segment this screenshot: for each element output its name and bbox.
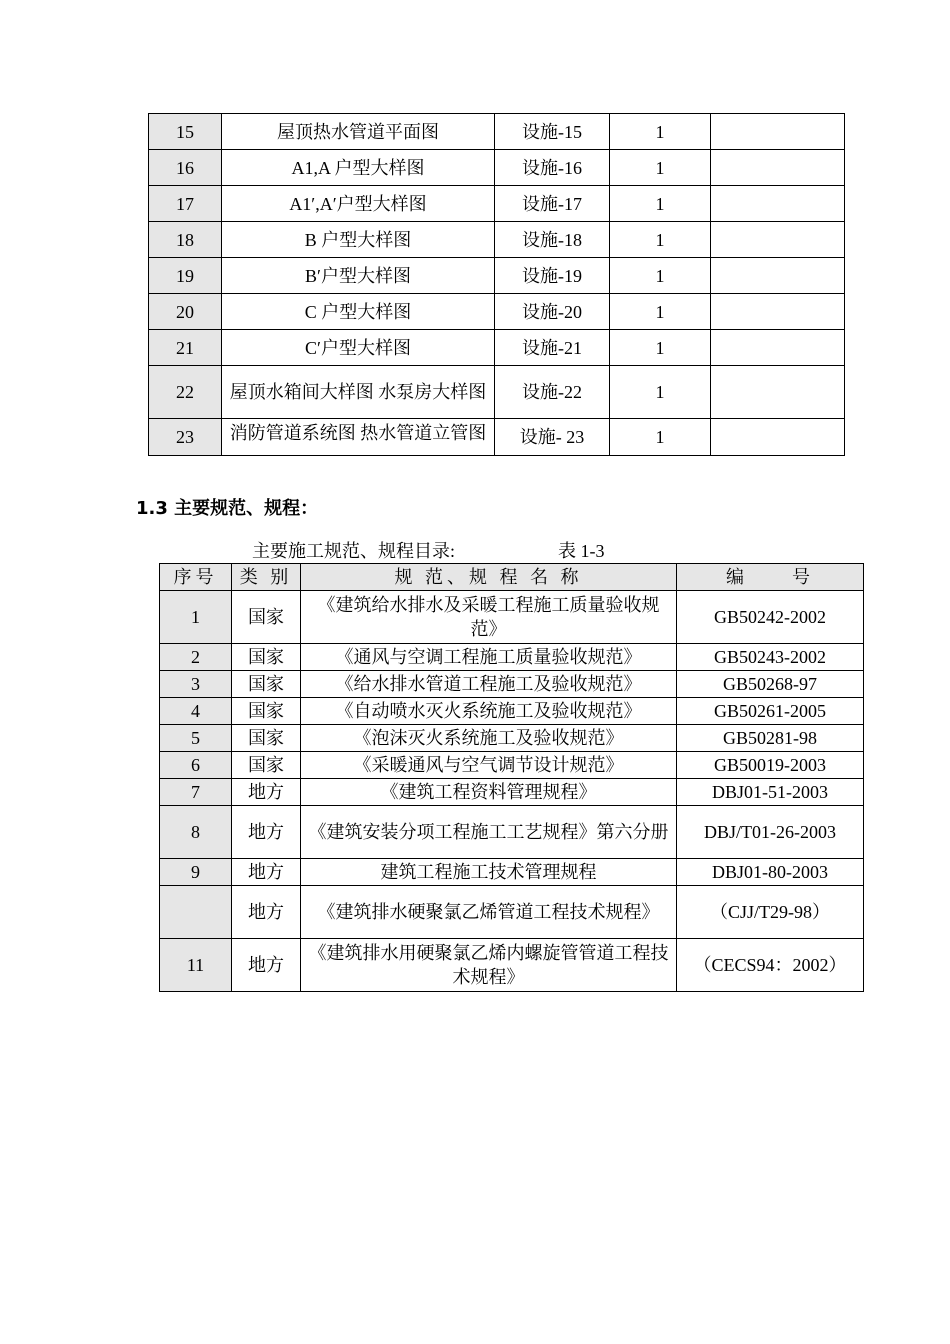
drawing-code: 设施-19 xyxy=(495,258,610,294)
row-code: GB50019-2003 xyxy=(677,752,864,779)
row-index xyxy=(160,886,232,939)
drawing-name: C 户型大样图 xyxy=(222,294,495,330)
row-index: 8 xyxy=(160,806,232,859)
drawing-name: 屋顶水箱间大样图 水泵房大样图 xyxy=(222,366,495,419)
row-number: 23 xyxy=(149,419,222,456)
drawing-quantity: 1 xyxy=(610,419,711,456)
header-name: 规 范、规 程 名 称 xyxy=(301,564,677,591)
drawing-name-cell xyxy=(222,419,495,456)
drawing-code: 设施-17 xyxy=(495,186,610,222)
row-index: 4 xyxy=(160,698,232,725)
row-number: 21 xyxy=(149,330,222,366)
row-index: 3 xyxy=(160,671,232,698)
row-number: 20 xyxy=(149,294,222,330)
table-header-row xyxy=(160,564,864,591)
drawing-note xyxy=(711,150,845,186)
drawing-quantity: 1 xyxy=(610,222,711,258)
row-code: （CJJ/T29-98） xyxy=(677,886,864,939)
row-name: 《采暖通风与空气调节设计规范》 xyxy=(301,752,677,779)
drawing-code: 设施-22 xyxy=(495,366,610,419)
row-category: 国家 xyxy=(232,671,301,698)
table-row xyxy=(160,725,864,752)
table-row xyxy=(160,591,864,644)
row-category: 地方 xyxy=(232,859,301,886)
row-code: DBJ01-80-2003 xyxy=(677,859,864,886)
drawing-name: A1′,A′户型大样图 xyxy=(222,186,495,222)
table-row xyxy=(149,419,845,456)
row-name: 《通风与空调工程施工质量验收规范》 xyxy=(301,644,677,671)
drawing-code: 设施-15 xyxy=(495,114,610,150)
drawing-note xyxy=(711,294,845,330)
table-row xyxy=(149,222,845,258)
table-row xyxy=(149,330,845,366)
row-code: DBJ01-51-2003 xyxy=(677,779,864,806)
drawing-quantity: 1 xyxy=(610,258,711,294)
row-category: 地方 xyxy=(232,886,301,939)
row-category: 地方 xyxy=(232,806,301,859)
table-row xyxy=(160,859,864,886)
drawing-code: 设施-18 xyxy=(495,222,610,258)
drawing-name: A1,A 户型大样图 xyxy=(222,150,495,186)
row-category: 地方 xyxy=(232,939,301,992)
drawing-name: B 户型大样图 xyxy=(222,222,495,258)
table-row xyxy=(149,186,845,222)
drawing-name: 消防管道系统图 热水管道立管图 xyxy=(229,423,487,443)
row-category: 国家 xyxy=(232,644,301,671)
row-number: 16 xyxy=(149,150,222,186)
row-category: 国家 xyxy=(232,698,301,725)
row-index: 6 xyxy=(160,752,232,779)
table-row xyxy=(149,366,845,419)
row-name: 《泡沫灭火系统施工及验收规范》 xyxy=(301,725,677,752)
standards-table xyxy=(159,563,864,992)
drawing-code: 设施-16 xyxy=(495,150,610,186)
table-row xyxy=(149,258,845,294)
row-index: 5 xyxy=(160,725,232,752)
row-category: 国家 xyxy=(232,752,301,779)
table-row xyxy=(149,294,845,330)
row-name: 《建筑安装分项工程施工工艺规程》第六分册 xyxy=(301,806,677,859)
table-row xyxy=(160,752,864,779)
section-heading: 1.3 主要规范、规程： xyxy=(136,498,319,519)
row-category: 地方 xyxy=(232,779,301,806)
table-row xyxy=(149,150,845,186)
row-index: 7 xyxy=(160,779,232,806)
drawing-note xyxy=(711,419,845,456)
row-index: 2 xyxy=(160,644,232,671)
row-code: GB50242-2002 xyxy=(677,591,864,644)
row-name: 建筑工程施工技术管理规程 xyxy=(301,859,677,886)
drawing-code: 设施-20 xyxy=(495,294,610,330)
row-name: 《给水排水管道工程施工及验收规范》 xyxy=(301,671,677,698)
row-index: 11 xyxy=(160,939,232,992)
header-category: 类 别 xyxy=(232,564,301,591)
row-name: 《建筑排水硬聚氯乙烯管道工程技术规程》 xyxy=(301,886,677,939)
row-number: 18 xyxy=(149,222,222,258)
drawing-quantity: 1 xyxy=(610,330,711,366)
table-row xyxy=(160,806,864,859)
row-index: 9 xyxy=(160,859,232,886)
drawing-name: C′户型大样图 xyxy=(222,330,495,366)
drawing-quantity: 1 xyxy=(610,114,711,150)
table-row xyxy=(160,671,864,698)
row-number: 22 xyxy=(149,366,222,419)
table-row xyxy=(160,779,864,806)
row-code: GB50268-97 xyxy=(677,671,864,698)
row-category: 国家 xyxy=(232,591,301,644)
row-code: GB50243-2002 xyxy=(677,644,864,671)
caption-label: 主要施工规范、规程目录: xyxy=(252,541,455,561)
row-number: 19 xyxy=(149,258,222,294)
drawing-quantity: 1 xyxy=(610,366,711,419)
caption-table-number: 表 1-3 xyxy=(558,541,605,561)
table-row xyxy=(160,698,864,725)
drawing-note xyxy=(711,366,845,419)
table-row xyxy=(160,644,864,671)
drawing-quantity: 1 xyxy=(610,150,711,186)
row-code: GB50281-98 xyxy=(677,725,864,752)
row-name: 《建筑排水用硬聚氯乙烯内螺旋管管道工程技术规程》 xyxy=(301,939,677,992)
drawing-list-table xyxy=(148,113,845,456)
row-code: DBJ/T01-26-2003 xyxy=(677,806,864,859)
drawing-code: 设施-21 xyxy=(495,330,610,366)
table-row xyxy=(149,114,845,150)
drawing-code: 设施- 23 xyxy=(495,419,610,456)
drawing-quantity: 1 xyxy=(610,186,711,222)
row-index: 1 xyxy=(160,591,232,644)
row-number: 17 xyxy=(149,186,222,222)
row-category: 国家 xyxy=(232,725,301,752)
header-index: 序号 xyxy=(160,564,232,591)
table-row xyxy=(160,886,864,939)
drawing-note xyxy=(711,330,845,366)
drawing-note xyxy=(711,222,845,258)
drawing-note xyxy=(711,186,845,222)
drawing-name: B′户型大样图 xyxy=(222,258,495,294)
drawing-quantity: 1 xyxy=(610,294,711,330)
row-name: 《建筑给水排水及采暖工程施工质量验收规范》 xyxy=(301,591,677,644)
drawing-name: 屋顶热水管道平面图 xyxy=(222,114,495,150)
row-name: 《自动喷水灭火系统施工及验收规范》 xyxy=(301,698,677,725)
table-row xyxy=(160,939,864,992)
header-code: 编 号 xyxy=(677,564,864,591)
drawing-note xyxy=(711,114,845,150)
row-name: 《建筑工程资料管理规程》 xyxy=(301,779,677,806)
row-code: （CECS94：2002） xyxy=(677,939,864,992)
row-code: GB50261-2005 xyxy=(677,698,864,725)
row-number: 15 xyxy=(149,114,222,150)
drawing-note xyxy=(711,258,845,294)
